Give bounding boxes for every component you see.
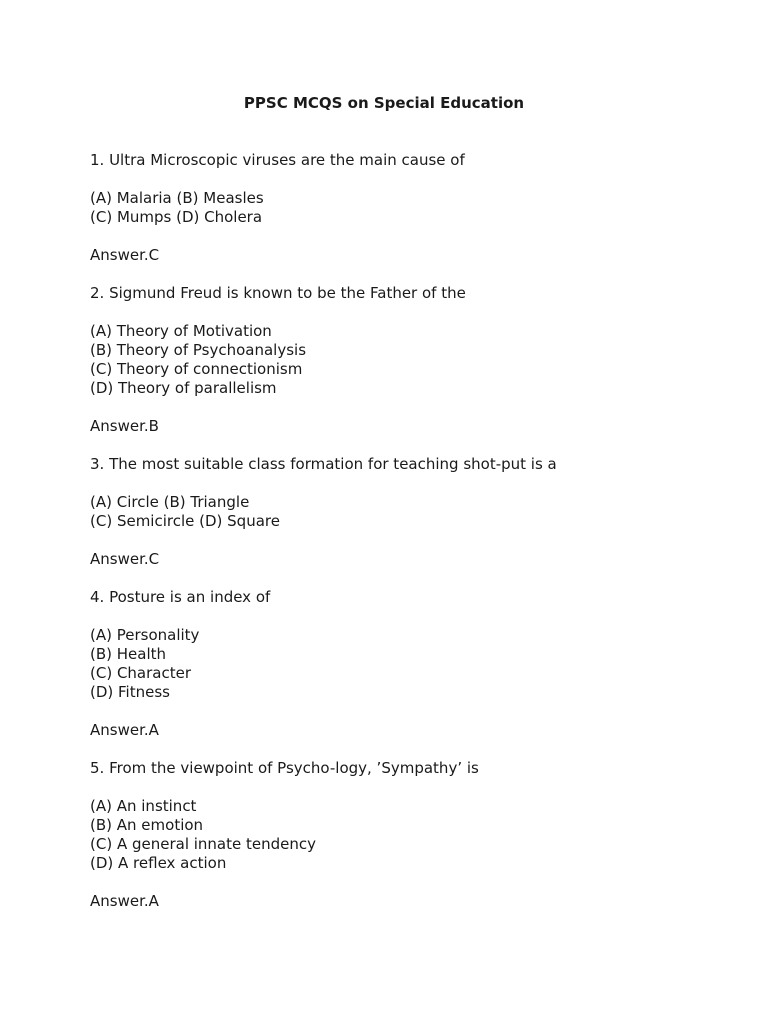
question-2-answer: Answer.B [90,417,159,435]
question-2-option-2: (B) Theory of Psychoanalysis [90,341,307,359]
question-3-answer: Answer.C [90,550,160,568]
question-4-answer: Answer.A [90,721,159,739]
question-4-text: 4. Posture is an index of [90,588,271,606]
question-4-option-2: (B) Health [90,645,167,663]
page-title: PPSC MCQS on Special Education [243,94,525,112]
question-5-option-2: (B) An emotion [90,816,204,834]
question-1-option-1: (A) Malaria (B) Measles [90,189,264,207]
question-5-option-4: (D) A reflex action [90,854,227,872]
question-4-option-1: (A) Personality [90,626,200,644]
question-1-answer: Answer.C [90,246,160,264]
question-2-option-3: (C) Theory of connectionism [90,360,303,378]
question-4-option-4: (D) Fitness [90,683,170,701]
question-4-option-3: (C) Character [90,664,192,682]
question-1-text: 1. Ultra Microscopic viruses are the main cause of [90,151,465,169]
question-5-option-1: (A) An instinct [90,797,197,815]
question-2-text: 2. Sigmund Freud is known to be the Father of the [90,284,466,302]
question-3-option-2: (C) Semicircle (D) Square [90,512,280,530]
question-1-option-2: (C) Mumps (D) Cholera [90,208,263,226]
question-2-option-4: (D) Theory of parallelism [90,379,277,397]
question-2-option-1: (A) Theory of Motivation [90,322,272,340]
question-3-option-1: (A) Circle (B) Triangle [90,493,250,511]
question-5-text: 5. From the viewpoint of Psycho-logy, ’Sympathy’ is [90,759,479,777]
question-5-option-3: (C) A general innate tendency [90,835,317,853]
question-3-text: 3. The most suitable class formation for teaching shot-put is a [90,455,557,473]
question-5-answer: Answer.A [90,892,159,910]
